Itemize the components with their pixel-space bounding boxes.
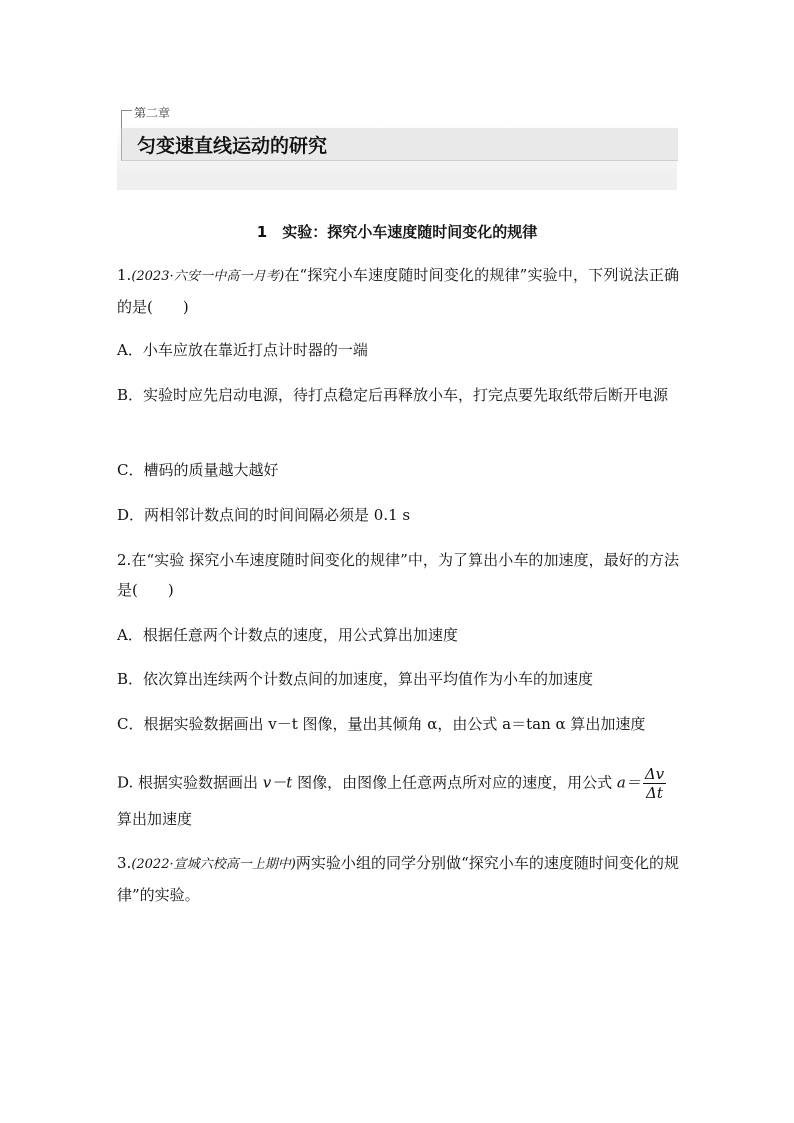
question-3-stem	[117, 848, 679, 910]
question-3-text: 两实验小组的同学分别做“探究小车的速度随时间变化的规律”的实验。	[117, 854, 679, 904]
question-3-source: (2022·宣城六校高一上期中)	[131, 857, 296, 872]
delta-v-over-delta-t-fraction	[643, 765, 666, 802]
option-d-prefix: D. 根据实验数据画出	[117, 773, 263, 792]
chapter-label: 第二章	[134, 106, 171, 120]
fraction-numerator: Δv	[644, 765, 665, 783]
question-1-option-b: B．实验时应先启动电源，待打点稳定后再释放小车，打完点要先取纸带后断开电源	[117, 386, 669, 404]
question-2-stem	[117, 545, 679, 605]
option-d-mid: 图像，由图像上任意两点所对应的速度，用公式	[292, 773, 617, 792]
question-2-option-a: A．根据任意两个计数点的速度，用公式算出加速度	[117, 626, 458, 644]
question-2-text: 在“实验 探究小车速度随时间变化的规律”中，为了算出小车的加速度，最好的方法是( )	[117, 551, 679, 599]
question-2-number: 2.	[117, 551, 132, 569]
option-d-vt: v－t	[262, 773, 293, 792]
question-1-source: (2023·六安一中高一月考)	[131, 269, 285, 284]
question-2-option-c: C．根据实验数据画出 v－t 图像，量出其倾角 α，由公式 a＝tan α 算出加速度	[117, 715, 646, 733]
question-3-number: 3.	[117, 854, 132, 872]
question-1-text: 在“探究小车速度随时间变化的规律”实验中，下列说法正确的是( )	[117, 266, 679, 316]
chapter-bracket-decoration	[121, 110, 132, 129]
question-2-option-d	[117, 765, 666, 802]
question-1-number: 1.	[117, 266, 132, 284]
question-1-option-a: A．小车应放在靠近打点计时器的一端	[117, 341, 368, 359]
question-2-option-d-tail: 算出加速度	[117, 810, 193, 828]
question-1-option-c: C．槽码的质量越大越好	[117, 461, 279, 479]
option-d-a: a＝	[616, 773, 641, 792]
section-title: 1 实验：探究小车速度随时间变化的规律	[256, 223, 538, 241]
question-2-option-b: B．依次算出连续两个计数点间的加速度，算出平均值作为小车的加速度	[117, 670, 594, 688]
question-1-stem	[117, 260, 679, 322]
fraction-denominator: Δt	[646, 784, 663, 802]
chapter-title: 匀变速直线运动的研究	[137, 135, 328, 157]
question-1-option-d: D．两相邻计数点间的时间间隔必须是 0.1 s	[117, 506, 411, 524]
